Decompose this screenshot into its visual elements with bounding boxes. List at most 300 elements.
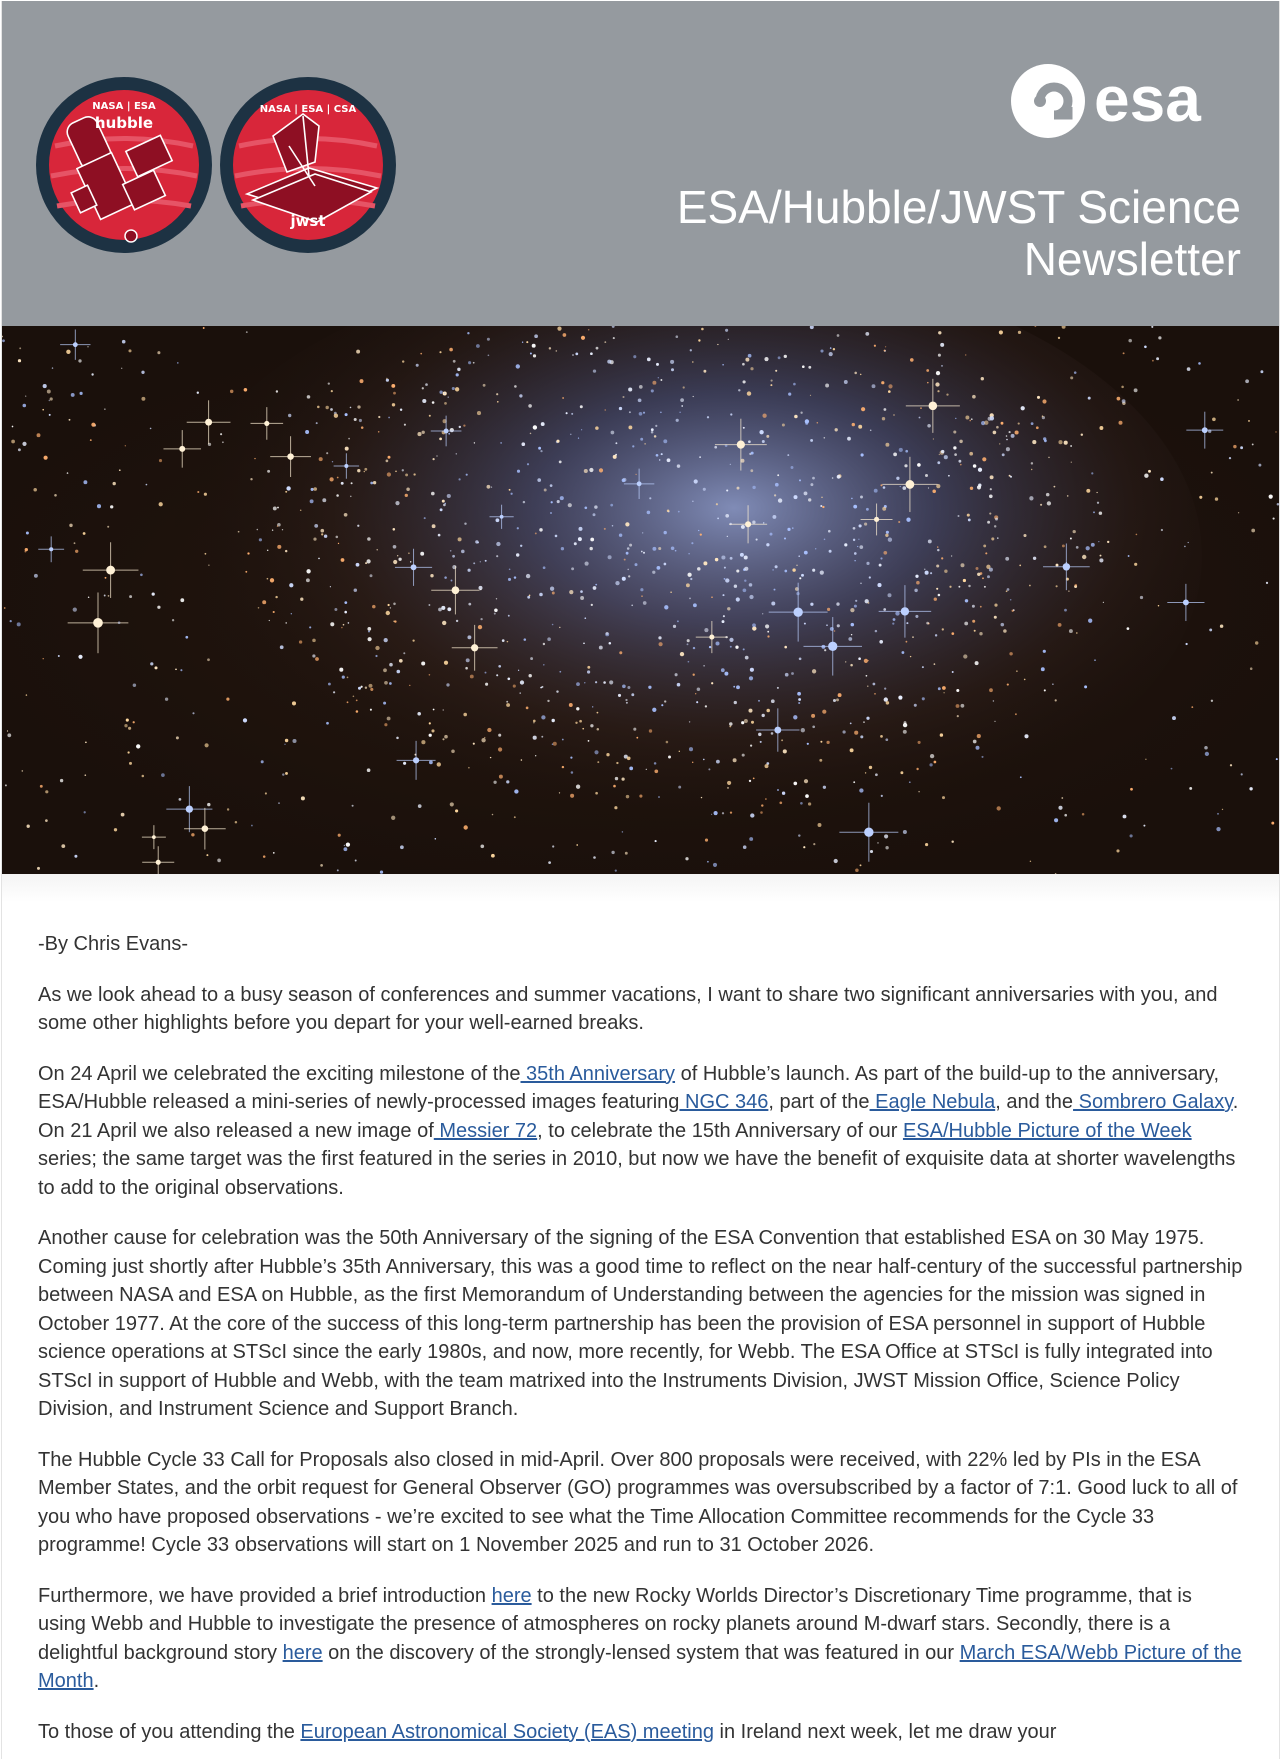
hero-star	[958, 515, 960, 517]
hero-star	[793, 782, 797, 786]
hero-star	[10, 620, 12, 622]
hero-star	[372, 605, 376, 609]
hero-star	[829, 352, 833, 356]
esa-logo-text: esa	[1094, 63, 1201, 135]
messier-72-link[interactable]: Messier 72	[433, 1119, 538, 1142]
hero-star	[80, 392, 83, 395]
hero-star	[987, 521, 990, 524]
hero-star	[812, 669, 816, 673]
hero-star	[792, 568, 795, 571]
hero-star	[527, 596, 530, 599]
hero-star	[671, 547, 675, 551]
hero-star	[807, 743, 809, 745]
hero-star	[17, 622, 21, 626]
hero-star	[420, 552, 424, 556]
hero-star	[157, 606, 160, 609]
text-span: of Hubble’s launch. As part of the build-up to the anniversary, ESA/Hubble released a mini-series of newly-processed images featuring	[38, 1062, 1220, 1113]
hero-star	[946, 393, 948, 395]
hero-star	[861, 453, 864, 456]
hero-star	[728, 339, 729, 340]
hero-star	[508, 615, 510, 617]
hero-star	[534, 334, 538, 338]
hero-star	[872, 384, 876, 388]
hero-star	[272, 529, 273, 530]
hero-star	[1081, 433, 1083, 435]
hero-star	[1134, 388, 1138, 392]
hero-star	[724, 578, 726, 580]
hero-star	[288, 414, 291, 417]
eas-meeting-link[interactable]: European Astronomical Society (EAS) meeting	[300, 1720, 714, 1743]
hero-star	[860, 582, 862, 584]
hero-star	[1099, 558, 1103, 562]
hero-star	[406, 487, 410, 491]
hero-star	[1123, 815, 1127, 819]
hero-star	[467, 635, 471, 639]
hero-star	[595, 584, 597, 586]
hero-star	[830, 347, 832, 349]
hero-star	[729, 725, 731, 727]
hero-star	[622, 684, 626, 688]
hero-star	[312, 654, 315, 657]
hero-star	[928, 487, 929, 488]
35th-anniversary-link[interactable]: 35th Anniversary	[520, 1062, 676, 1085]
hero-star	[496, 542, 500, 546]
hero-star	[550, 587, 554, 591]
hero-star	[570, 757, 572, 759]
hubble-mission-badge	[35, 76, 213, 254]
hero-star	[580, 590, 583, 593]
hero-star	[336, 536, 339, 539]
hero-star	[433, 709, 435, 711]
hero-star	[836, 698, 839, 701]
hero-star	[824, 649, 826, 651]
hero-star	[799, 657, 802, 660]
hero-star	[1058, 440, 1062, 444]
hero-star	[972, 395, 976, 399]
hero-star	[388, 604, 390, 606]
hero-star	[365, 686, 367, 688]
hero-star	[652, 708, 656, 712]
hero-star	[730, 464, 731, 465]
hero-star	[673, 625, 676, 628]
hero-star	[1016, 670, 1018, 672]
hero-star	[442, 621, 446, 625]
hero-star	[627, 547, 630, 550]
hero-star	[141, 371, 144, 374]
hero-star	[698, 530, 699, 531]
hero-star	[936, 564, 939, 567]
hero-star	[478, 625, 482, 629]
hero-star	[967, 514, 970, 517]
hero-star	[417, 432, 421, 436]
hero-star	[521, 442, 525, 446]
hero-star	[842, 730, 845, 733]
hero-star	[965, 599, 968, 602]
hero-star	[727, 787, 729, 789]
hero-star	[282, 773, 284, 775]
hero-star	[693, 647, 695, 649]
hero-star	[994, 616, 997, 619]
hero-star	[752, 623, 756, 627]
hero-star	[997, 537, 998, 538]
hero-star	[820, 570, 824, 574]
hero-star	[533, 720, 536, 723]
hero-star	[646, 769, 647, 770]
hero-star	[576, 707, 579, 710]
hero-star	[641, 551, 643, 553]
hero-star	[733, 758, 737, 762]
hero-star	[756, 539, 758, 541]
hero-star	[1140, 596, 1143, 599]
hero-star	[26, 694, 27, 695]
hero-star	[393, 545, 397, 549]
hero-star	[952, 671, 954, 673]
hero-star	[562, 766, 564, 768]
hero-star	[752, 486, 755, 489]
hero-star	[452, 555, 455, 558]
webb-picture-of-the-month-link[interactable]: March ESA/Webb Picture of the Month	[38, 1641, 1242, 1692]
hero-star	[853, 781, 855, 783]
hero-star	[619, 533, 622, 536]
hero-star	[4, 607, 6, 609]
hero-star	[730, 646, 732, 648]
hero-star	[1237, 399, 1239, 401]
hero-star	[494, 613, 496, 615]
hero-star	[759, 430, 763, 434]
hero-star	[518, 670, 519, 671]
hero-star	[438, 608, 442, 612]
hero-star	[58, 655, 60, 657]
hero-star	[136, 744, 140, 748]
hero-star	[736, 569, 739, 572]
hero-star	[1185, 643, 1187, 645]
hero-star	[953, 446, 956, 449]
hero-star	[1007, 684, 1009, 686]
hero-star	[957, 715, 959, 717]
hero-star	[265, 792, 267, 794]
hero-star	[885, 738, 888, 741]
hero-star	[631, 604, 633, 606]
hero-star	[487, 338, 490, 341]
hero-star	[464, 522, 466, 524]
hero-star	[940, 343, 944, 347]
hero-star	[1054, 486, 1056, 488]
hero-star	[140, 573, 143, 576]
hero-star	[278, 802, 280, 804]
hero-star	[543, 664, 545, 666]
hero-star	[476, 344, 480, 348]
hero-star	[1145, 759, 1146, 760]
hero-star	[360, 686, 362, 688]
hero-star	[71, 393, 75, 397]
hero-star	[494, 609, 498, 613]
hero-star	[659, 642, 663, 646]
hero-star	[322, 498, 326, 502]
hero-star	[286, 486, 290, 490]
hero-star	[491, 486, 492, 487]
hero-star	[736, 597, 740, 601]
hero-star	[775, 370, 777, 372]
hero-star	[1024, 679, 1026, 681]
hero-star	[963, 579, 966, 582]
hero-star	[850, 608, 854, 612]
hero-star	[791, 466, 794, 469]
hero-star	[1233, 445, 1236, 448]
hero-star	[405, 473, 408, 476]
hero-star	[1275, 431, 1276, 432]
hero-star	[800, 412, 802, 414]
hero-star	[977, 485, 981, 489]
hero-star	[627, 569, 629, 571]
hero-star	[431, 492, 435, 496]
hero-star	[698, 339, 700, 341]
hero-star	[606, 753, 609, 756]
hero-star	[802, 365, 805, 368]
hero-star	[1005, 557, 1009, 561]
hero-star	[860, 864, 862, 866]
hero-star	[687, 643, 689, 645]
hero-star	[866, 508, 869, 511]
hero-star	[853, 505, 857, 509]
hero-star	[33, 488, 37, 492]
hero-star	[583, 642, 585, 644]
hero-star	[364, 468, 367, 471]
hero-star	[1061, 797, 1063, 799]
hero-star	[969, 420, 971, 422]
hero-star	[346, 842, 350, 846]
hero-star	[27, 825, 30, 828]
hero-star	[784, 646, 787, 649]
hero-star	[881, 795, 883, 797]
hero-star	[467, 332, 469, 334]
hero-star	[635, 563, 638, 566]
hero-star	[823, 786, 826, 789]
hero-star	[391, 384, 395, 388]
hero-star	[703, 561, 707, 565]
hero-star	[1018, 331, 1021, 334]
hero-star	[75, 550, 78, 553]
hero-star	[45, 819, 48, 822]
text-span: On 24 April we celebrated the exciting milestone of the	[38, 1062, 521, 1085]
hero-star	[364, 471, 365, 472]
hero-star	[777, 687, 779, 689]
hero-star	[559, 792, 560, 793]
hero-star	[937, 549, 939, 551]
hero-star	[528, 404, 532, 408]
hero-star	[481, 738, 485, 742]
hero-star	[742, 754, 745, 757]
hero-star	[267, 470, 270, 473]
hero-star	[855, 868, 859, 872]
hero-star	[350, 407, 352, 409]
hero-star	[791, 672, 794, 675]
hero-star	[269, 620, 270, 621]
hero-star	[1088, 619, 1092, 623]
hero-star	[688, 661, 690, 663]
hero-star	[507, 677, 510, 680]
hero-star	[838, 693, 842, 697]
hero-star	[590, 724, 593, 727]
hero-star	[847, 437, 851, 441]
hero-star	[885, 534, 888, 537]
hero-star	[527, 463, 529, 465]
hero-star	[37, 867, 40, 870]
hero-star	[1006, 447, 1010, 451]
hero-star	[509, 489, 511, 491]
hero-star	[994, 604, 997, 607]
hero-star	[854, 552, 857, 555]
hero-star	[5, 784, 7, 786]
hero-star	[26, 532, 29, 535]
hero-star	[443, 709, 444, 710]
hero-star	[762, 613, 763, 614]
eagle-nebula-link[interactable]: Eagle Nebula	[869, 1091, 996, 1113]
hero-star	[581, 429, 582, 430]
hero-star	[1240, 446, 1243, 449]
hero-star	[535, 755, 536, 756]
hero-star	[1245, 379, 1249, 383]
hero-star	[934, 663, 936, 665]
hero-star	[989, 568, 993, 572]
hero-star	[837, 475, 841, 479]
hero-star	[914, 704, 917, 707]
hero-star	[655, 840, 657, 842]
picture-of-the-week-link[interactable]: ESA/Hubble Picture of the Week	[902, 1119, 1192, 1142]
hero-star	[334, 608, 337, 611]
hero-star	[519, 394, 522, 397]
hero-star	[922, 666, 924, 668]
hero-star	[1067, 495, 1069, 497]
hero-star	[860, 496, 863, 499]
lensed-system-here-link[interactable]: here	[282, 1641, 323, 1664]
hero-star	[23, 404, 27, 408]
hero-star	[1006, 435, 1008, 437]
hero-star	[222, 441, 224, 443]
hero-star	[530, 433, 532, 435]
hero-star	[765, 624, 769, 628]
hero-star	[18, 359, 21, 362]
hero-star	[321, 533, 323, 535]
jwst-badge-name: jwst	[290, 212, 326, 230]
hero-star	[615, 454, 617, 456]
hero-star	[396, 737, 399, 740]
hero-star	[824, 437, 826, 439]
hero-star	[180, 669, 182, 671]
hero-star	[1093, 511, 1095, 513]
hero-star	[341, 558, 345, 562]
hero-star	[330, 586, 331, 587]
hero-star	[664, 605, 668, 609]
hero-star	[676, 335, 679, 338]
hero-star	[458, 478, 460, 480]
hero-star	[344, 513, 348, 517]
hero-star	[932, 490, 936, 494]
hero-star	[782, 423, 785, 426]
hero-star	[881, 381, 884, 384]
hero-star	[772, 569, 774, 571]
hero-star	[1222, 809, 1223, 810]
hero-star	[933, 438, 934, 439]
hero-star	[937, 546, 938, 547]
hero-star	[301, 796, 305, 800]
hero-star	[508, 578, 511, 581]
hero-star	[633, 355, 636, 358]
rocky-worlds-here-link[interactable]: here	[491, 1584, 532, 1607]
hero-star	[47, 390, 51, 394]
hero-star	[763, 522, 764, 523]
hero-star	[328, 683, 331, 686]
hero-star	[956, 704, 960, 708]
hero-star	[485, 560, 487, 562]
hero-star	[750, 469, 753, 472]
hero-star	[1258, 464, 1261, 467]
hero-star	[824, 539, 826, 541]
newsletter-body	[2, 874, 1279, 1746]
hero-star	[628, 387, 632, 391]
hero-star	[729, 638, 733, 642]
hero-star	[661, 704, 663, 706]
sombrero-galaxy-link[interactable]: Sombrero Galaxy	[1073, 1091, 1233, 1113]
hero-star	[989, 513, 991, 515]
hero-star	[590, 547, 593, 550]
hero-star	[751, 452, 754, 455]
hero-star	[133, 721, 135, 723]
hero-star	[884, 834, 888, 838]
hero-star	[939, 454, 940, 455]
hero-star	[724, 567, 726, 569]
hero-star	[417, 712, 421, 716]
hero-star	[356, 700, 358, 702]
hero-star	[318, 558, 320, 560]
hero-star	[905, 450, 908, 453]
hero-star	[1187, 367, 1191, 371]
hero-star	[722, 364, 724, 366]
text-span: .	[93, 1670, 100, 1692]
hero-star	[45, 790, 48, 793]
ngc-346-link[interactable]: NGC 346	[679, 1091, 769, 1113]
hero-star	[711, 682, 713, 684]
hero-star	[639, 412, 643, 416]
hero-star	[330, 622, 334, 626]
hero-star	[700, 533, 702, 535]
hero-star	[1062, 544, 1065, 547]
hero-star	[1198, 362, 1201, 365]
hero-star	[393, 560, 397, 564]
hero-star	[801, 574, 804, 577]
hero-star	[904, 464, 907, 467]
hero-star	[49, 400, 50, 401]
hero-star	[487, 728, 491, 732]
hero-star	[836, 602, 839, 605]
hero-star	[451, 750, 455, 754]
hero-star	[853, 527, 856, 530]
hero-star	[803, 846, 805, 848]
hero-star	[418, 804, 422, 808]
hero-star	[777, 789, 779, 791]
hero-star	[285, 772, 288, 775]
hero-star	[693, 396, 694, 397]
hero-star	[492, 814, 494, 816]
hero-star	[133, 683, 136, 686]
hero-star	[927, 424, 931, 428]
hero-star	[1204, 746, 1208, 750]
hero-star	[983, 544, 986, 547]
hero-star	[722, 594, 724, 596]
hero-star	[855, 600, 857, 602]
hero-star	[1134, 563, 1137, 566]
hero-star	[540, 450, 542, 452]
hero-star	[42, 409, 44, 411]
